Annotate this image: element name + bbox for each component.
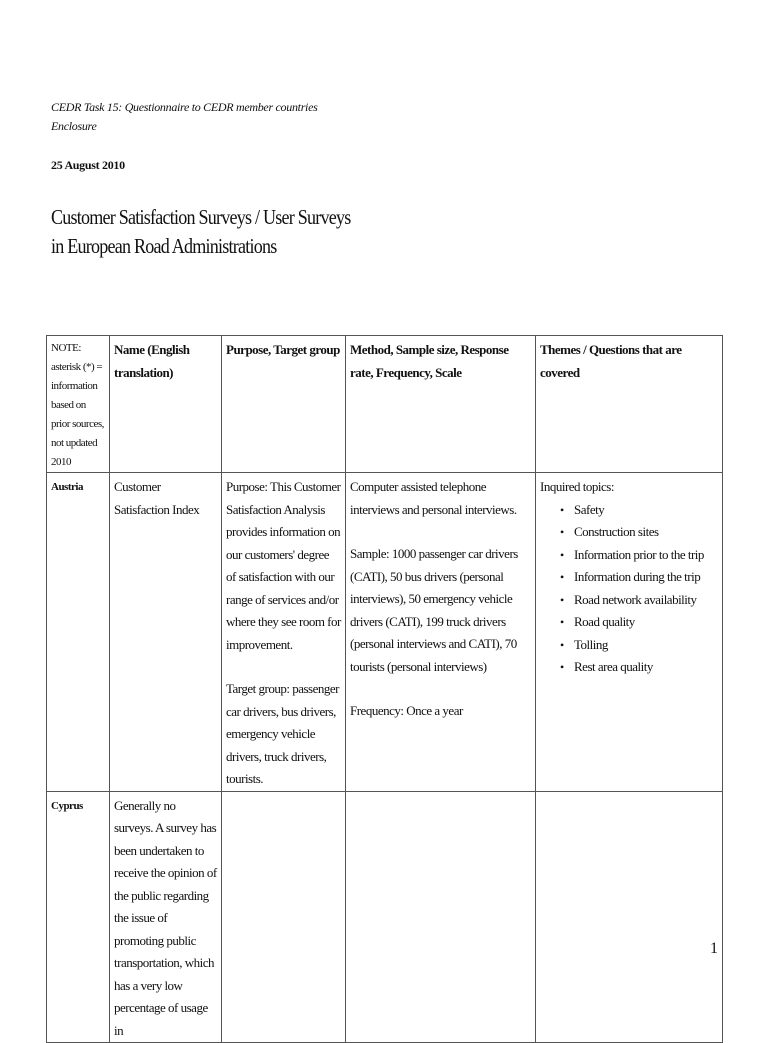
page-title: [51, 203, 351, 261]
page-number: 1: [710, 940, 718, 957]
topic-item: • Tolling: [574, 634, 718, 657]
purpose-text: Purpose: This Customer Satisfaction Analysis provides information on our customers' degree of satisfaction with our range of services and/or where they see room for improvement.: [226, 479, 341, 652]
name-cell: Generally no surveys. A survey has been undertaken to receive the opinion of the public regarding the issue of promoting public transportation, which has a very low percentage of usage in: [110, 791, 222, 1043]
title-line-2: in European Road Administrations: [51, 234, 277, 258]
frequency-text: Frequency: Once a year: [350, 703, 463, 718]
table-header-row: [47, 336, 723, 473]
themes-intro: Inquired topics:: [540, 479, 614, 494]
topic-item: • Road quality: [574, 611, 718, 634]
table-row: [47, 791, 723, 1043]
method-cell: [346, 473, 536, 792]
country-cell: Cyprus: [47, 791, 110, 1043]
topic-item: • Safety: [574, 499, 718, 522]
method-cell: [346, 791, 536, 1043]
method-text: Computer assisted telephone interviews and personal interviews.: [350, 479, 517, 517]
country-cell: Austria: [47, 473, 110, 792]
themes-cell: [536, 791, 723, 1043]
table-row: [47, 473, 723, 792]
purpose-cell: [222, 473, 346, 792]
themes-cell: [536, 473, 723, 792]
purpose-cell: [222, 791, 346, 1043]
col-header-method: Method, Sample size, Response rate, Frequency, Scale: [346, 336, 536, 473]
title-line-1: Customer Satisfaction Surveys / User Surveys: [51, 205, 351, 229]
header-line-1: CEDR Task 15: Questionnaire to CEDR member countries: [51, 100, 318, 114]
col-header-purpose: Purpose, Target group: [222, 336, 346, 473]
col-header-name: Name (English translation): [110, 336, 222, 473]
col-header-themes: Themes / Questions that are covered: [536, 336, 723, 473]
survey-table: [46, 335, 723, 1043]
topic-item: • Information during the trip: [574, 566, 718, 589]
name-cell: Customer Satisfaction Index: [110, 473, 222, 792]
note-cell: NOTE: asterisk (*) = information based on prior sources, not updated 2010: [47, 336, 110, 473]
topic-item: • Information prior to the trip: [574, 544, 718, 567]
sample-text: Sample: 1000 passenger car drivers (CATI), 50 bus drivers (personal interviews), 50 emergency vehicle drivers (CATI), 199 truck drivers (personal interviews and CATI), 70 tourists (personal interviews): [350, 546, 518, 674]
topic-item: • Construction sites: [574, 521, 718, 544]
topic-item: • Rest area quality: [574, 656, 718, 679]
header-line-2: Enclosure: [51, 119, 97, 133]
topic-item: • Road network availability: [574, 589, 718, 612]
target-group-text: Target group: passenger car drivers, bus drivers, emergency vehicle drivers, truck drivers, tourists.: [226, 681, 339, 786]
document-date: 25 August 2010: [51, 158, 125, 172]
topics-list: [540, 499, 718, 679]
